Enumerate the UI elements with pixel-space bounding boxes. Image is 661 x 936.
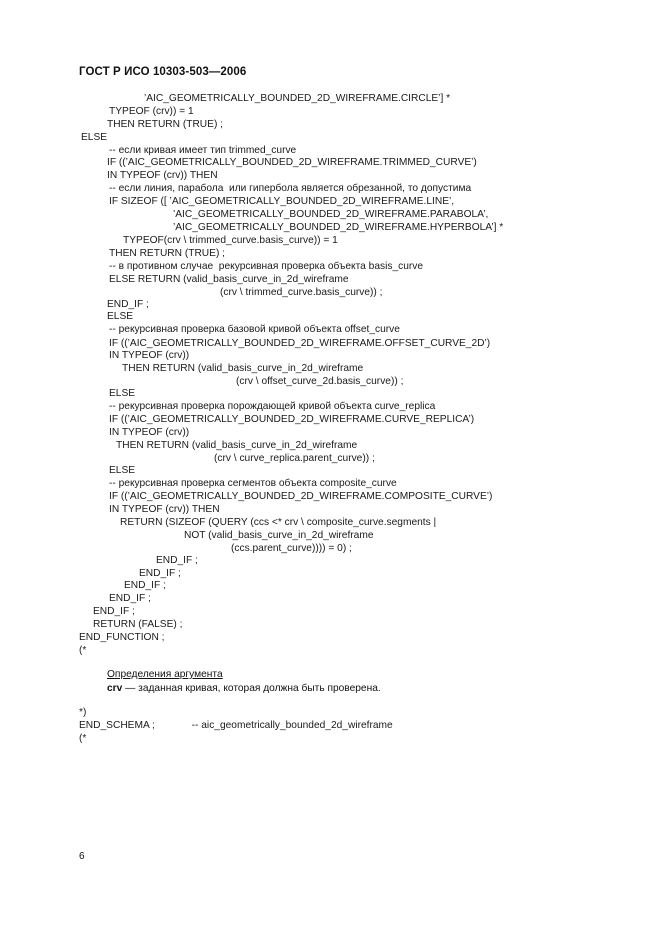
code-line: ’AIC_GEOMETRICALLY_BOUNDED_2D_WIREFRAME.HYPERBOLA’] * [173, 222, 504, 233]
code-line: THEN RETURN (valid_basis_curve_in_2d_wireframe [116, 440, 358, 451]
code-line: -- рекурсивная проверка сегментов объекта composite_curve [109, 478, 397, 489]
code-line: ’AIC_GEOMETRICALLY_BOUNDED_2D_WIREFRAME.CIRCLE’] * [144, 93, 451, 104]
code-line: END_IF ; [156, 555, 198, 566]
definition-description: заданная кривая, которая должна быть проверена. [138, 683, 381, 694]
code-line: THEN RETURN (TRUE) ; [107, 119, 224, 130]
code-line: THEN RETURN (valid_basis_curve_in_2d_wireframe [122, 363, 364, 374]
code-line: (crv \ offset_curve_2d.basis_curve)) ; [236, 376, 404, 387]
code-line: ELSE [107, 311, 134, 322]
definition-term: crv [107, 683, 123, 694]
definitions-title: Определения аргумента [107, 669, 223, 680]
code-line: (crv \ trimmed_curve.basis_curve)) ; [220, 287, 383, 298]
code-line: (* [79, 645, 87, 656]
code-line: NOT (valid_basis_curve_in_2d_wireframe [184, 530, 374, 541]
code-line: ELSE [109, 388, 136, 399]
code-line: IN TYPEOF (crv)) THEN [107, 170, 218, 181]
code-line: THEN RETURN (TRUE) ; [109, 248, 226, 259]
code-line: END_IF ; [93, 606, 135, 617]
footer-line: END_SCHEMA ; -- aic_geometrically_bounded_2d_wireframe [79, 720, 393, 731]
definition-dash: — [122, 683, 139, 694]
document-header: ГОСТ Р ИСО 10303-503—2006 [79, 66, 247, 78]
code-line: IF ((’AIC_GEOMETRICALLY_BOUNDED_2D_WIREFRAME.TRIMMED_CURVE’) [107, 157, 477, 168]
code-line: (ccs.parent_curve)))) = 0) ; [231, 543, 352, 554]
code-line: END_IF ; [109, 593, 151, 604]
code-line: END_FUNCTION ; [79, 632, 165, 643]
code-line: IF SIZEOF ([ ’AIC_GEOMETRICALLY_BOUNDED_2D_WIREFRAME.LINE’, [109, 196, 455, 207]
code-line: -- в противном случае рекурсивная проверка объекта basis_curve [109, 261, 424, 272]
code-line: -- если линия, парабола или гипербола является обрезанной, то допустима [109, 183, 472, 194]
code-line: ELSE [81, 132, 108, 143]
definition-item [107, 683, 381, 694]
code-line: IF ((’AIC_GEOMETRICALLY_BOUNDED_2D_WIREFRAME.OFFSET_CURVE_2D’) [109, 338, 491, 349]
code-line: ELSE RETURN (valid_basis_curve_in_2d_wireframe [109, 274, 349, 285]
footer-line: (* [79, 733, 87, 744]
code-line: ELSE [109, 465, 136, 476]
code-line: IF ((’AIC_GEOMETRICALLY_BOUNDED_2D_WIREFRAME.CURVE_REPLICA’) [109, 414, 475, 425]
footer-line: *) [79, 707, 87, 718]
code-line: IN TYPEOF (crv)) [109, 427, 190, 438]
code-line: TYPEOF(crv \ trimmed_curve.basis_curve)) = 1 [123, 235, 338, 246]
code-line: (crv \ curve_replica.parent_curve)) ; [214, 453, 375, 464]
code-line: RETURN (SIZEOF (QUERY (ccs <* crv \ composite_curve.segments | [120, 517, 437, 528]
code-line: -- рекурсивная проверка порождающей кривой объекта curve_replica [109, 401, 436, 412]
page-number: 6 [79, 851, 85, 862]
code-line: END_IF ; [107, 299, 149, 310]
code-line: ’AIC_GEOMETRICALLY_BOUNDED_2D_WIREFRAME.PARABOLA’, [173, 209, 489, 220]
code-line: IN TYPEOF (crv)) [109, 350, 190, 361]
code-line: TYPEOF (crv)) = 1 [109, 106, 194, 117]
code-line: END_IF ; [124, 580, 166, 591]
code-line: -- рекурсивная проверка базовой кривой объекта offset_curve [109, 324, 400, 335]
code-line: RETURN (FALSE) ; [93, 619, 183, 630]
code-line: -- если кривая имеет тип trimmed_curve [109, 145, 297, 156]
code-line: END_IF ; [139, 568, 181, 579]
code-line: IF ((’AIC_GEOMETRICALLY_BOUNDED_2D_WIREFRAME.COMPOSITE_CURVE’) [109, 491, 493, 502]
code-line: IN TYPEOF (crv)) THEN [109, 504, 220, 515]
